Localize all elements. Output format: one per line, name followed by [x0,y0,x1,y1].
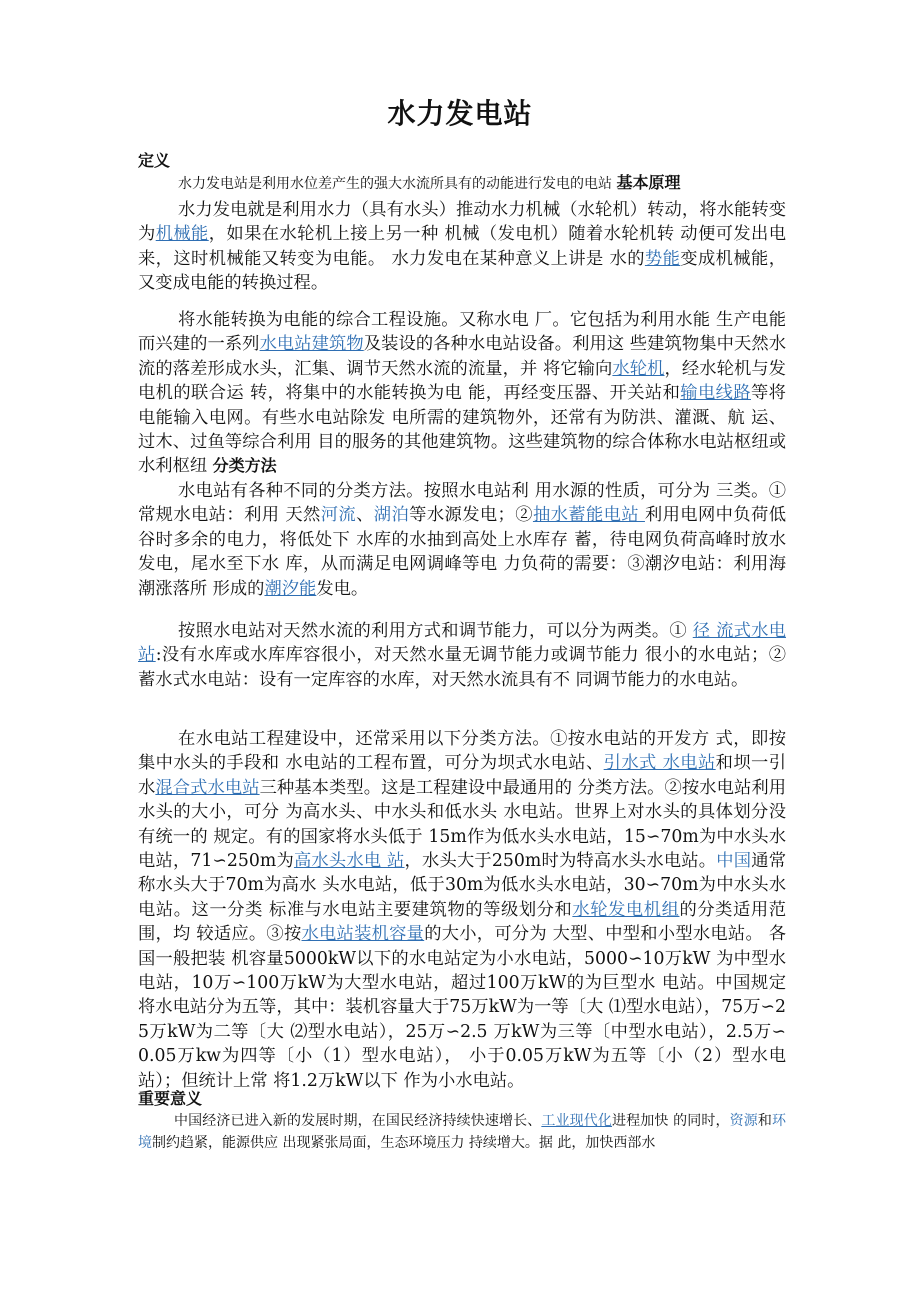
section-heading-basic-principle: 基本原理 [616,173,681,192]
link-potential-energy[interactable]: 势能 [644,248,681,269]
significance-paragraph [138,1110,786,1154]
text-run: 的大小，可分为 大型、中型和小型水电站。 各国一般把装 机容量5000kW以下的水电站定为小水电站，5000∽10万kW 为中型水电站，10万∽100万kW为大型水电站，超过100万kW的为巨型水 电站。中国规定将水电站分为五等，其中：装机容量大于75万kW为一等〔大 ⑴型水电站），75万∽25万kW为二等〔大 ⑵型水电站），25万∽2.5 万kW为三等〔中型水电站），2.5万∽0.05万kw为四等〔小（1）型水电站）， 小于0.05万kW为五等〔小（2）型水电站）；但统计上常 将1.2万kW以下 作为小水电站。 [138,924,786,1091]
text-run: ，如果在水轮机上接上另一种 机械（发电机）随着水轮机转 动便可发出电来，这时机械能又转变为电能。 水力发电在某种意义上讲是 水的 [138,224,786,269]
section-heading-significance: 重要意义 [138,1089,203,1108]
link-resources[interactable]: 资源 [729,1113,758,1129]
text-run: 等水源发电；② [409,505,533,526]
section-heading-definition: 定义 [138,151,171,170]
text-run: 中国经济已进入新的发展时期，在国民经济持续快速增长、 [174,1113,542,1129]
link-pumped-storage[interactable]: 抽水蓄能电站 [532,505,645,526]
link-hydro-buildings[interactable]: 水电站建筑物 [259,334,364,355]
text-run: 水电站有各种不同的分类方法。按照水电站利 用水源的性质，可分为 三类。①常规水电站：利用 天然 [138,481,786,526]
text-run: 通常称水头大于70m为高水 头水电站，低于30m为低水头水电站，30∽70m为中水头水电站。这一分类 标准与水电站主要建筑物的等级划分和 [138,851,786,920]
link-run-of-river[interactable]: 径 流式水电站 [138,621,786,666]
text-run: 将水能转换为电能的综合工程设施。又称水电 厂。它包括为利用水能 生产电能而兴建的一系列 [138,310,786,355]
text-run: ，经水轮机与发电机的联合运 转，将集中的水能转换为电 能，再经变压器、开关站和 [138,358,786,404]
facility-paragraph [138,308,786,479]
page-title: 水力发电站 [387,97,533,130]
text-run: 在水电站工程建设中，还常采用以下分类方法。①按水电站的开发方 式，即按集中水头的手段和 水电站的工程布置，可分为坝式水电站、 [138,729,786,774]
classification-flow-paragraph [138,619,786,692]
link-turbine[interactable]: 水轮机 [612,358,665,379]
section-heading-classification: 分类方法 [212,456,277,476]
link-china[interactable]: 中国 [716,851,752,872]
text-run: 等将电能输入电网。有些水电站除发 电所需的建筑物外，还常有为防洪、灌溉、航 运、过木、过鱼等综合利用 目的服务的其他建筑物。这些建筑物的综合体称水电站枢纽或水利枢纽 [138,383,786,477]
link-industrial-modernization[interactable]: 工业现代化 [541,1113,613,1129]
link-mixed-station[interactable]: 混合式水电站 [155,777,260,798]
principle-paragraph [138,198,786,296]
text-run: 制约趋紧，能源供应 出现紧张局面，生态环境压力 持续增大。据 此，加快西部水 [152,1135,656,1151]
text-run: 及装设的各种水电站设备。利用这 些建筑物集中天然水流的落差形成水头，汇集、调节天然水流的流量，并 将它输向 [138,334,786,379]
text-run: 变成机械能，又变成电能的转换过程。 [138,248,786,294]
text-run: 按照水电站对天然水流的利用方式和调节能力，可以分为两类。① [178,621,693,641]
text-run: 、 [356,505,374,526]
link-tidal-energy[interactable]: 潮汐能 [264,578,317,599]
text-run: 和 [757,1113,773,1129]
link-river[interactable]: 河流 [320,505,357,526]
classification-source-paragraph [138,479,786,601]
text-run: 水力发电就是利用水力（具有水头）推动水力机械（水轮机）转动，将水能转变为 [138,200,786,245]
link-environment[interactable]: 环境 [138,1113,787,1151]
text-run: 的分类适用范围，均 较适应。③按 [138,899,786,945]
link-high-head-station[interactable]: 高水头水电 站 [293,851,405,872]
link-diversion-station[interactable]: 引水式 水电站 [603,753,716,774]
text-run: :没有水库或水库库容很小，对天然水量无调节能力或调节能力 很小的水电站；②蓄水式水电站：设有一定库容的水库，对天然水流具有不 同调节能力的水电站。 [138,645,786,690]
link-mechanical-energy[interactable]: 机械能 [155,224,209,245]
text-run: 进程加快 的同时， [612,1113,730,1129]
link-lake[interactable]: 湖泊 [373,505,410,526]
text-run: ，水头大于250m时为特高水头水电站。 [404,851,717,872]
definition-text: 水力发电站是利用水位差产生的强大水流所具有的动能进行发电的电站 [178,176,612,192]
classification-construction-paragraph [138,727,786,1093]
link-generator-unit[interactable]: 水轮发电机组 [572,899,680,920]
link-transmission-line[interactable]: 输电线路 [680,383,751,404]
text-run: 和坝一引水 [138,753,786,798]
text-run: 发电。 [316,578,369,599]
text-run: 利用电网中负荷低谷时多余的电力，将低处下 水库的水抽到高处上水库存 蓄，待电网负荷高峰时放水发电，尾水至下水 库，从而满足电网调峰等电 力负荷的需要：③潮汐电站：利用海潮涨落所 形成的 [138,505,786,599]
link-installed-capacity[interactable]: 水电站装机容量 [301,924,425,945]
text-run: 三种基本类型。这是工程建设中最通用的 分类方法。②按水电站利用水头的大小，可分 为高水头、中水头和低水头 水电站。世界上对水头的具体划分没有统一的 规定。有的国家将水头低于 15m作为低水头水电站，15∽70m为中水头水电站，71∽250m为 [138,777,786,872]
definition-paragraph [138,172,786,195]
